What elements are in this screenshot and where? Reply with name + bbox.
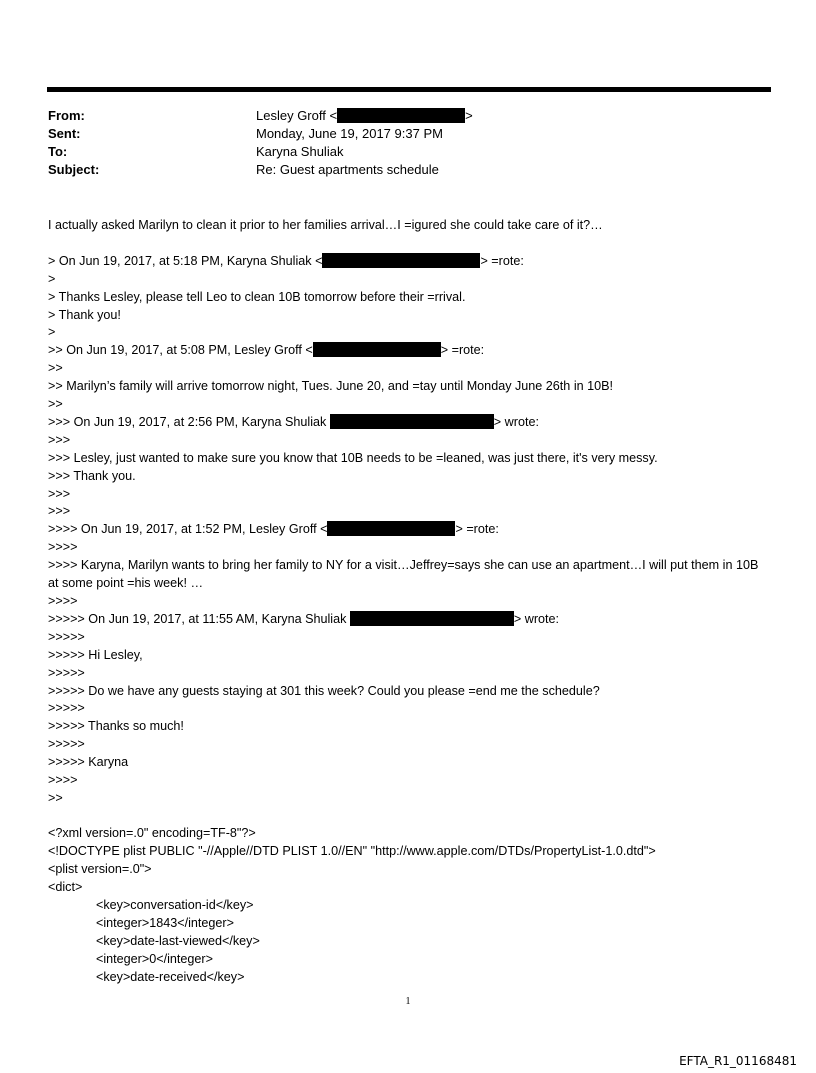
xml-line: <integer>1843</integer> bbox=[96, 916, 234, 930]
xml-line: <integer>0</integer> bbox=[96, 952, 213, 966]
xml-line: <?xml version=.0" encoding=TF-8"?> bbox=[48, 826, 256, 840]
quote-header: >> On Jun 19, 2017, at 5:08 PM, Lesley Groff < bbox=[48, 343, 313, 358]
body-line: > Thanks Lesley, please tell Leo to clean 10B tomorrow before their =rrival. bbox=[48, 289, 466, 304]
body-line: >>>>> bbox=[48, 665, 85, 680]
redaction-box bbox=[337, 108, 465, 123]
body-line: >> bbox=[48, 397, 63, 412]
xml-line: <key>date-last-viewed</key> bbox=[96, 934, 260, 948]
quote-header: >>>> On Jun 19, 2017, at 1:52 PM, Lesley Groff < bbox=[48, 522, 328, 537]
from-suffix: > bbox=[465, 108, 473, 123]
from-name: Lesley Groff < bbox=[256, 108, 338, 123]
body-line: >>>>> bbox=[48, 737, 85, 752]
email-body bbox=[48, 217, 772, 808]
quote-header-suffix: > wrote: bbox=[493, 414, 539, 429]
to-value: Karyna Shuliak bbox=[256, 144, 344, 159]
subject-value: Re: Guest apartments schedule bbox=[256, 162, 439, 177]
body-line: >>> bbox=[48, 432, 71, 447]
redaction-box bbox=[327, 521, 455, 536]
body-line: >> bbox=[48, 361, 63, 376]
redaction-box bbox=[350, 611, 514, 626]
redaction-box bbox=[322, 253, 480, 268]
quote-header-suffix: > wrote: bbox=[513, 611, 560, 626]
email-header bbox=[48, 107, 473, 179]
quote-header-suffix: > =rote: bbox=[455, 522, 499, 537]
body-line bbox=[48, 521, 772, 539]
body-line: >>>> bbox=[48, 773, 78, 788]
xml-line: <key>conversation-id</key> bbox=[96, 898, 254, 912]
body-line bbox=[48, 611, 772, 629]
body-line: >>>>> Karyna bbox=[48, 755, 129, 770]
to-row bbox=[48, 143, 473, 161]
xml-line: <!DOCTYPE plist PUBLIC "-//Apple//DTD PLIST 1.0//EN" "http://www.apple.com/DTDs/PropertyList-1.0.dtd"> bbox=[48, 844, 656, 858]
body-line bbox=[48, 414, 772, 432]
body-line: >>>> bbox=[48, 540, 78, 555]
body-line bbox=[48, 253, 772, 271]
from-label: From: bbox=[48, 108, 85, 123]
quote-header: > On Jun 19, 2017, at 5:18 PM, Karyna Shuliak < bbox=[48, 253, 323, 268]
body-line: > Thank you! bbox=[48, 307, 121, 322]
quote-header-suffix: > =rote: bbox=[480, 253, 524, 268]
header-rule bbox=[47, 87, 771, 92]
sent-value: Monday, June 19, 2017 9:37 PM bbox=[256, 126, 443, 141]
quote-header-suffix: > =rote: bbox=[440, 343, 485, 358]
body-line: >>>> bbox=[48, 594, 78, 609]
body-line: >>>>> Thanks so much! bbox=[48, 719, 184, 734]
body-line: >>>>> Do we have any guests staying at 301 this week? Could you please =end me the schedule? bbox=[48, 683, 600, 698]
to-label: To: bbox=[48, 144, 68, 159]
body-line: >>> bbox=[48, 504, 71, 519]
xml-line: <plist version=.0"> bbox=[48, 862, 152, 876]
body-line: > bbox=[48, 271, 56, 286]
document-id: EFTA_R1_01168481 bbox=[679, 1054, 797, 1068]
xml-block bbox=[48, 824, 772, 986]
body-line: >>> bbox=[48, 486, 71, 501]
quote-header: >>>>> On Jun 19, 2017, at 11:55 AM, Karyna Shuliak bbox=[48, 611, 347, 626]
from-row bbox=[48, 107, 473, 125]
body-line: >>> Lesley, just wanted to make sure you know that 10B needs to be =leaned, was just there, it's very messy. bbox=[48, 450, 658, 465]
quote-header: >>> On Jun 19, 2017, at 2:56 PM, Karyna Shuliak bbox=[48, 414, 327, 429]
body-line: >> Marilyn’s family will arrive tomorrow night, Tues. June 20, and =tay until Monday June 26th in 10B! bbox=[48, 379, 614, 394]
body-line: >> bbox=[48, 790, 63, 805]
body-line: >>>> Karyna, Marilyn wants to bring her family to NY for a visit…Jeffrey=says she can use an apartment…I will put them in 10B at some point =his week! … bbox=[48, 558, 759, 591]
xml-line: <key>date-received</key> bbox=[96, 970, 245, 984]
redaction-box bbox=[330, 414, 494, 429]
sent-row bbox=[48, 125, 473, 143]
sent-label: Sent: bbox=[48, 126, 81, 141]
body-line: >>>>> Hi Lesley, bbox=[48, 647, 143, 662]
xml-line: <dict> bbox=[48, 880, 83, 894]
subject-row bbox=[48, 161, 473, 179]
body-line bbox=[48, 342, 772, 360]
subject-label: Subject: bbox=[48, 162, 100, 177]
page-number: 1 bbox=[405, 996, 411, 1007]
body-line: >>> Thank you. bbox=[48, 468, 136, 483]
body-line: I actually asked Marilyn to clean it prior to her families arrival…I =igured she could take care of it?… bbox=[48, 218, 603, 232]
from-value bbox=[256, 107, 473, 125]
body-line: > bbox=[48, 325, 56, 340]
body-line: >>>>> bbox=[48, 701, 85, 716]
redaction-box bbox=[313, 342, 441, 357]
body-line: >>>>> bbox=[48, 629, 85, 644]
